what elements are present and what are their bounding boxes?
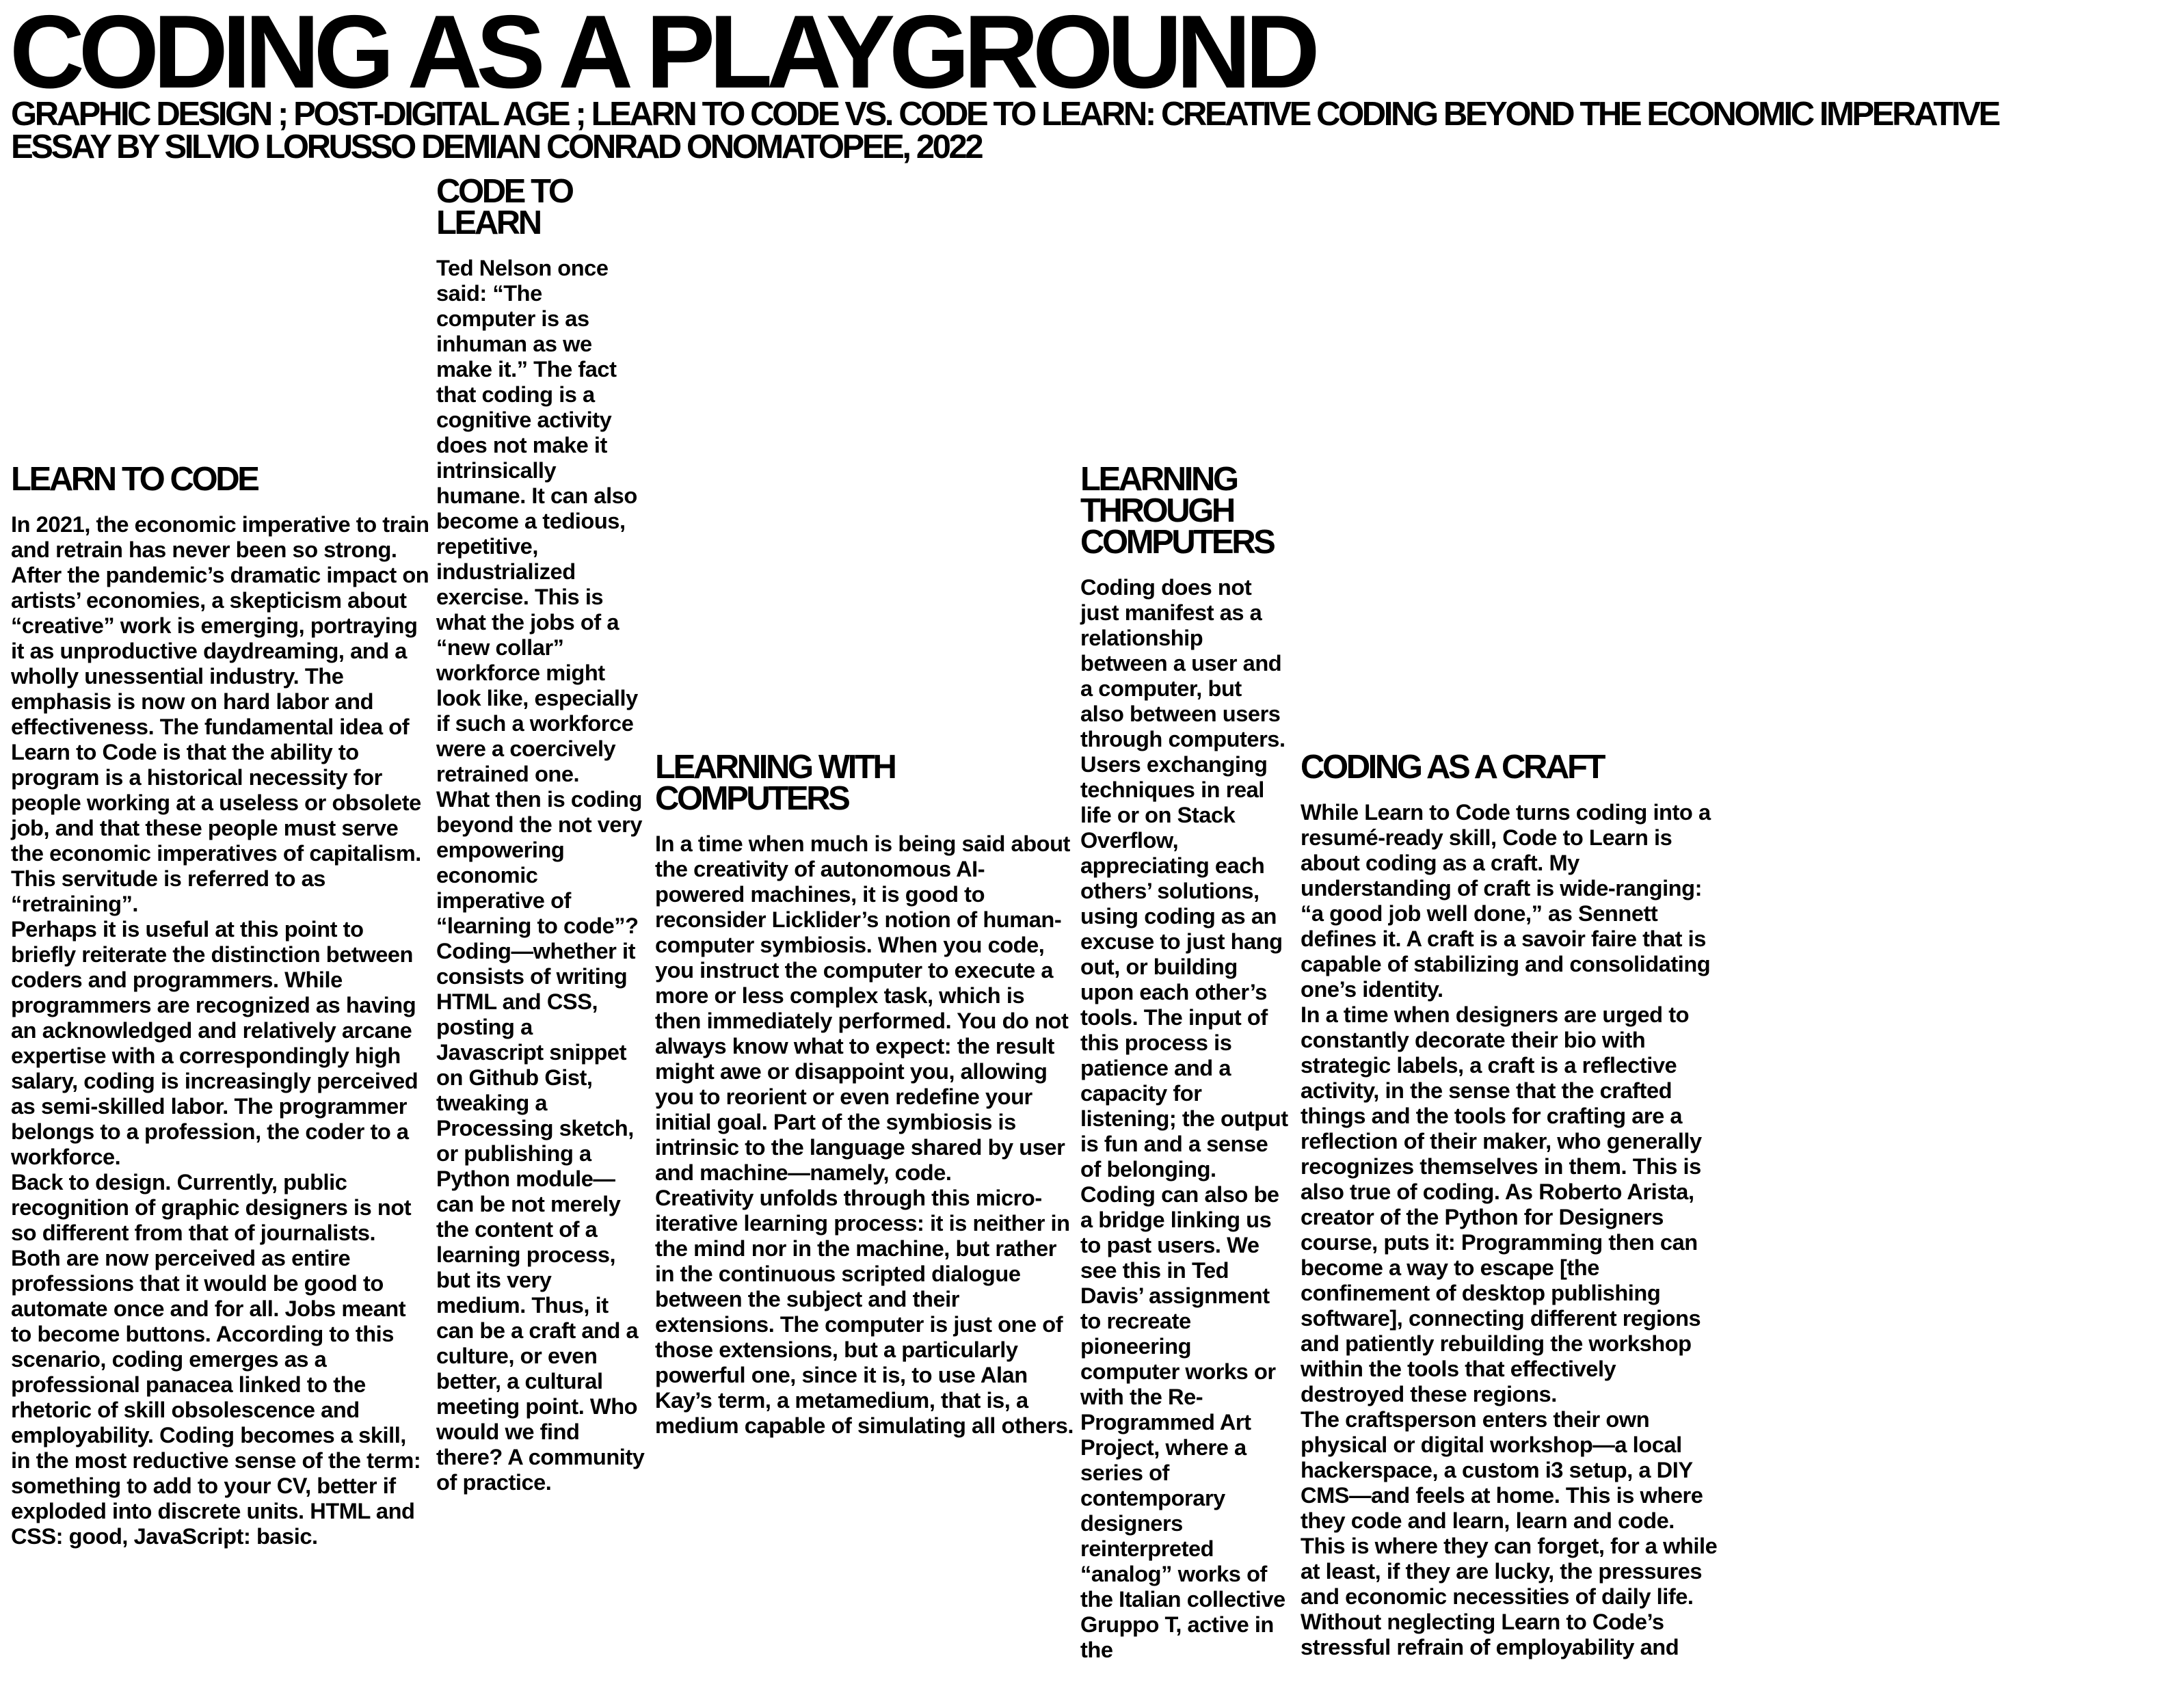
paragraph: Ted Nelson once said: “The computer is as inhuman as we make it.” The fact that coding is a cognitive activity does not make it intrinsically humane. It can also become a tedious, repetitive, industrialized exercise. This is what the jobs of a “new collar” workforce might look like, especially if such a workforce were a coercively retrained one. <box>436 255 638 786</box>
subtitle-topics: GRAPHIC DESIGN ; POST-DIGITAL AGE ; LEARN TO CODE VS. CODE TO LEARN: CREATIVE CODING BEYOND THE ECONOMIC IMPERATIVE <box>11 96 1999 133</box>
page-title: CODING AS A PLAYGROUND <box>10 0 1314 110</box>
paragraph: Creativity unfolds through this micro-iterative learning process: it is neither in the mind nor in the machine, but rather in the continuous scripted dialogue between the subject and their extensions. The computer is just one of those extensions, but a particularly powerful one, since it is, to use Alan Kay’s term, a metamedium, that is, a medium capable of simulating all others. <box>655 1185 1074 1438</box>
paragraph: Coding does not just manifest as a relationship between a user and a computer, but also between users through computers. Users exchanging techniques in real life or on Stack Overflow, appreciating each others’ solutions, using coding as an excuse to just hang out, or building upon each other’s tools. The input of this process is patience and a capacity for listening; the output is fun and a sense of belonging. <box>1080 574 1288 1182</box>
section-learning-through-computers <box>1080 461 1290 1662</box>
paragraph: Coding can also be a bridge linking us to past users. We see this in Ted Davis’ assignment to recreate pioneering computer works or with the Re-Programmed Art Project, where a series of contemporary designers reinterpreted “analog” works of the Italian collective Gruppo T, active in the <box>1080 1182 1285 1662</box>
paragraph: Without neglecting Learn to Code’s stressful refrain of employability and <box>1301 1609 1679 1659</box>
section-heading: CODING AS A CRAFT <box>1301 749 1604 786</box>
paragraph: The craftsperson enters their own physical or digital workshop—a local hackerspace, a custom i3 setup, a DIY CMS—and feels at home. This is where they code and learn, learn and code. This is where they can forget, for a while at least, if they are lucky, the pressures and economic necessities of daily life. <box>1301 1406 1718 1609</box>
section-heading: LEARN TO CODE <box>11 461 258 498</box>
section-heading: CODE TO LEARN <box>436 173 572 241</box>
subtitle-byline: ESSAY BY SILVIO LORUSSO DEMIAN CONRAD ONOMATOPEE, 2022 <box>11 129 982 165</box>
section-heading: LEARNING WITH COMPUTERS <box>655 749 895 817</box>
paragraph: In a time when designers are urged to constantly decorate their bio with strategic labels, a craft is a reflective activity, in the sense that the crafted things and the tools for crafting are a reflection of their maker, who generally recognizes themselves in them. This is also true of coding. As Roberto Arista, creator of the Python for Designers course, puts it: Programming then can become a way to escape [the confinement of desktop publishing software], connecting different regions and patiently rebuilding the workshop within the tools that effectively destroyed these regions. <box>1301 1002 1702 1406</box>
section-learn-to-code <box>11 461 429 1549</box>
paragraph: In 2021, the economic imperative to train and retrain has never been so strong. After the pandemic’s dramatic impact on artists’ economies, a skepticism about “creative” work is emerging, portraying it as unproductive daydreaming, and a wholly unessential industry. The emphasis is now on hard labor and effectiveness. The fundamental idea of Learn to Code is that the ability to program is a historical necessity for people working at a useless or obsolete job, and that these people must serve the economic imperatives of capitalism. This servitude is referred to as “retraining”. <box>11 511 429 916</box>
paragraph: What then is coding beyond the not very empowering economic imperative of “learning to code”? Coding—whether it consists of writing HTML and CSS, posting a Javascript snippet on Github Gist, tweaking a Processing sketch, or publishing a Python module—can be not merely the content of a learning process, but its very medium. Thus, it can be a craft and a culture, or even better, a cultural meeting point. Who would we find there? A community of practice. <box>436 786 645 1495</box>
paragraph: In a time when much is being said about the creativity of autonomous AI-powered machines, it is good to reconsider Licklider’s notion of human-computer symbiosis. When you code, you instruct the computer to execute a more or less complex task, which is then immediately performed. You do not always know what to expect: the result might awe or disappoint you, allowing you to reorient or even redefine your initial goal. Part of the symbiosis is intrinsic to the language shared by user and machine—namely, code. <box>655 831 1070 1185</box>
section-code-to-learn <box>436 173 645 1495</box>
paragraph: Back to design. Currently, public recognition of graphic designers is not so different from that of journalists. Both are now perceived as entire professions that it would be good to automate once and for all. Jobs meant to become buttons. According to this scenario, coding emerges as a professional panacea linked to the rhetoric of skill obsolescence and employability. Coding becomes a skill, in the most reductive sense of the term: something to add to your CV, better if exploded into discrete units. HTML and CSS: good, JavaScript: basic. <box>11 1169 421 1549</box>
section-heading: LEARNING THROUGH COMPUTERS <box>1080 461 1274 561</box>
section-learning-with-computers <box>655 751 1074 1438</box>
section-coding-as-a-craft <box>1301 751 1719 1659</box>
paragraph: While Learn to Code turns coding into a resumé-ready skill, Code to Learn is about coding as a craft. My understanding of craft is wide-ranging: “a good job well done,” as Sennett defines it. A craft is a savoir faire that is capable of stabilizing and consolidating one’s identity. <box>1301 799 1711 1002</box>
paragraph: Perhaps it is useful at this point to briefly reiterate the distinction between coders and programmers. While programmers are recognized as having an acknowledged and relatively arcane expertise with a correspondingly high salary, coding is increasingly perceived as semi-skilled labor. The programmer belongs to a profession, the coder to a workforce. <box>11 916 418 1169</box>
